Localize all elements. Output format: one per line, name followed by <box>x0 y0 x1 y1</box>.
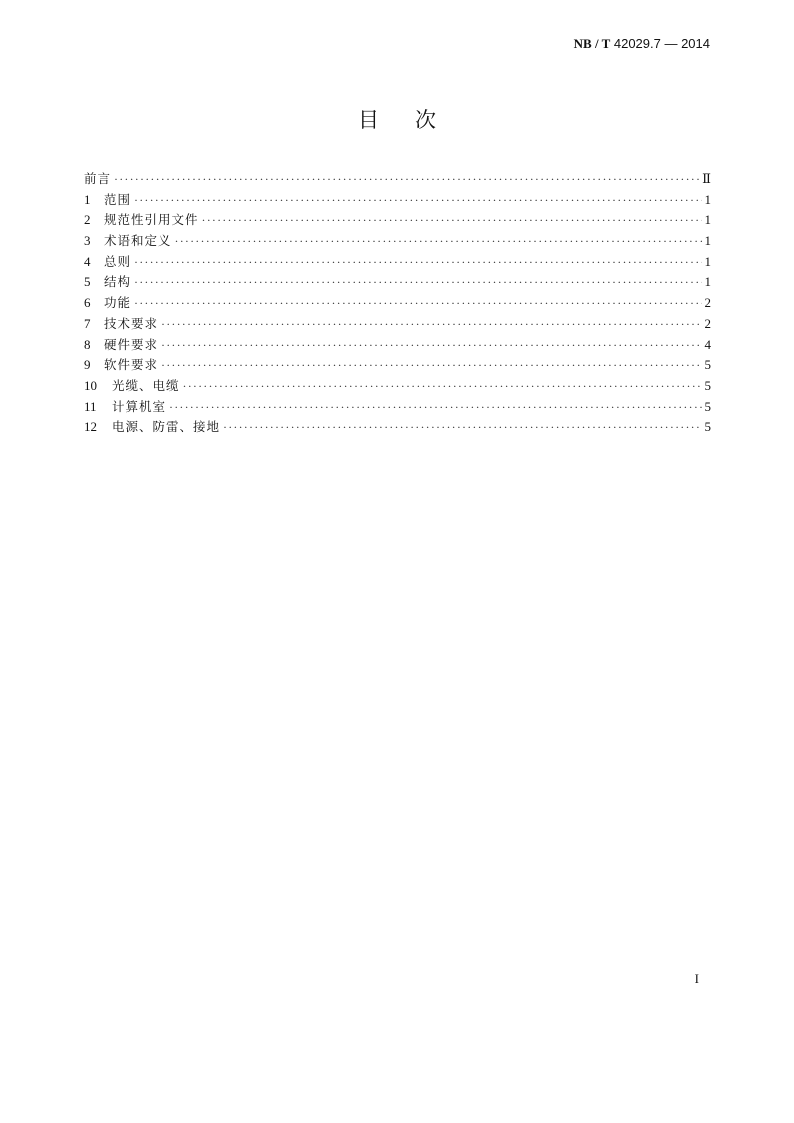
toc-entry-page: 1 <box>704 233 711 249</box>
toc-entry[interactable] <box>84 355 711 376</box>
toc-entry[interactable] <box>84 190 711 211</box>
toc-leader-dots <box>169 400 701 415</box>
toc-leader-dots <box>175 234 702 249</box>
toc-entry[interactable] <box>84 417 711 438</box>
toc-entry-page: 1 <box>704 191 711 207</box>
toc-entry-page: 5 <box>704 357 711 373</box>
toc-entry[interactable] <box>84 231 711 252</box>
toc-entry-title: 结构 <box>104 274 132 290</box>
page-number: I <box>694 971 699 986</box>
toc-entry-page: 1 <box>704 253 711 269</box>
toc-entry-number: 7 <box>84 315 91 331</box>
toc-entry-page: 2 <box>704 315 711 331</box>
toc-entry-number: 3 <box>84 233 91 249</box>
toc-entry-page: 1 <box>704 212 711 228</box>
toc-entry-page: 1 <box>704 274 711 290</box>
toc-entry-title: 术语和定义 <box>104 233 172 249</box>
toc-entry-number: 5 <box>84 274 91 290</box>
toc-entry[interactable] <box>84 314 711 335</box>
toc-entry[interactable] <box>84 252 711 273</box>
toc-entry-foreword[interactable] <box>84 169 711 190</box>
toc-leader-dots <box>202 213 702 228</box>
toc-entry-number: 6 <box>84 295 91 311</box>
toc-entry-number: 2 <box>84 212 91 228</box>
toc-entry-number: 9 <box>84 357 91 373</box>
toc-entry-title: 规范性引用文件 <box>104 212 199 228</box>
toc-leader-dots <box>134 275 701 290</box>
toc-leader-dots <box>134 255 701 270</box>
toc-entry-page: 2 <box>704 295 711 311</box>
toc-entry-title: 功能 <box>104 295 132 311</box>
toc-entry-title: 光缆、电缆 <box>112 377 180 393</box>
toc-entry-page: Ⅱ <box>702 171 711 186</box>
toc-leader-dots <box>161 317 701 332</box>
toc-entry-page: 4 <box>704 336 711 352</box>
toc-entry-number: 4 <box>84 253 91 269</box>
toc-entry-title: 范围 <box>104 191 132 207</box>
toc-leader-dots <box>223 420 701 435</box>
toc-leader-dots <box>183 379 702 394</box>
toc-entry[interactable] <box>84 397 711 418</box>
document-code <box>574 36 710 52</box>
toc-leader-dots <box>134 296 701 311</box>
toc-leader-dots <box>161 358 701 373</box>
toc-entry-page: 5 <box>704 419 711 435</box>
toc-entry-number: 12 <box>84 419 97 435</box>
toc-leader-dots <box>134 193 701 208</box>
document-code-prefix: NB / T <box>573 36 611 51</box>
toc-entry-title: 前言 <box>84 171 112 186</box>
table-of-contents <box>84 169 711 438</box>
page-title: 目次 <box>358 108 472 132</box>
toc-entry-number: 11 <box>84 398 97 414</box>
toc-entry[interactable] <box>84 293 711 314</box>
toc-entry[interactable] <box>84 335 711 356</box>
toc-entry-page: 5 <box>704 377 711 393</box>
toc-entry[interactable] <box>84 376 711 397</box>
toc-leader-dots <box>161 338 701 353</box>
toc-entry-title: 电源、防雷、接地 <box>112 419 221 435</box>
toc-entry-title: 总则 <box>104 253 132 269</box>
toc-entry-title: 软件要求 <box>104 357 159 373</box>
toc-entry[interactable] <box>84 210 711 231</box>
toc-entry-page: 5 <box>704 398 711 414</box>
toc-leader-dots <box>114 172 699 187</box>
document-code-number: 42029.7 — 2014 <box>610 36 710 51</box>
toc-entry-number: 10 <box>84 377 97 393</box>
toc-entry-number: 8 <box>84 336 91 352</box>
toc-entry-title: 技术要求 <box>104 315 159 331</box>
toc-entry[interactable] <box>84 272 711 293</box>
toc-entry-title: 计算机室 <box>112 398 167 414</box>
toc-entry-number: 1 <box>84 191 91 207</box>
toc-entry-title: 硬件要求 <box>104 336 159 352</box>
